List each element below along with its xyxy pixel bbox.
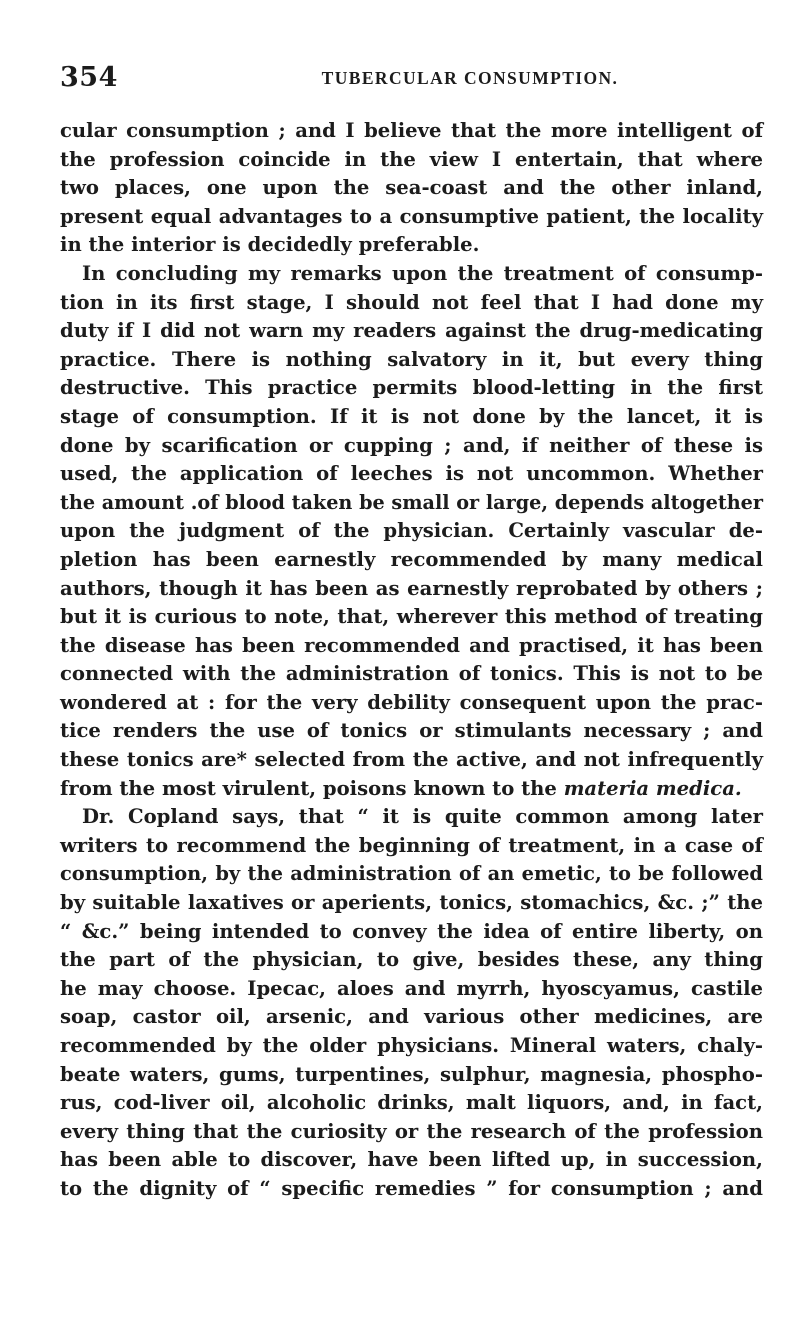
text-line: wondered at : for the very debility consequent upon the prac-: [60, 690, 763, 714]
page-header: [60, 62, 764, 102]
text-line: destructive. This practice permits blood-letting in the first: [60, 376, 763, 400]
text-line: practice. There is nothing salvatory in it, but every thing: [60, 347, 763, 371]
text-line: recommended by the older physicians. Mineral waters, chaly-: [60, 1034, 763, 1057]
text-line: duty if I did not warn my readers against the drug-medicating: [60, 319, 763, 343]
text-line: [60, 775, 763, 804]
running-title: TUBERCULAR CONSUMPTION.: [321, 68, 619, 88]
text-line: in the interior is decidedly preferable.: [60, 233, 480, 257]
text-line: has been able to discover, have been lifted up, in succession,: [60, 1148, 763, 1172]
text-line: used, the application of leeches is not uncommon. Whether: [60, 462, 763, 486]
text-line: Dr. Copland says, that “ it is quite common among later: [82, 805, 763, 829]
text-line-start: from the most virulent, poisons known to the: [60, 776, 557, 800]
text-line: upon the judgment of the physician. Certainly vascular de-: [60, 519, 763, 543]
text-line: present equal advantages to a consumptive patient, the locality: [60, 204, 763, 228]
text-line: two places, one upon the sea-coast and the other inland,: [60, 176, 763, 200]
text-line: these tonics are* selected from the active, and not infrequently: [60, 748, 763, 772]
text-line: soap, castor oil, arsenic, and various other medicines, are: [60, 1005, 763, 1029]
text-line: the part of the physician, to give, besides these, any thing: [60, 948, 763, 972]
text-line: cular consumption ; and I believe that the more intelligent of: [60, 119, 763, 142]
text-line: to the dignity of “ specific remedies ” for consumption ; and: [60, 1176, 763, 1200]
text-line: done by scarification or cupping ; and, if neither of these is: [60, 433, 763, 457]
text-line: pletion has been earnestly recommended by many medical: [60, 547, 763, 571]
text-line: every thing that the curiosity or the research of the profession: [60, 1119, 763, 1143]
text-line: “ &c.” being intended to convey the idea of entire liberty, on: [60, 919, 763, 943]
text-line: the disease has been recommended and practised, it has been: [60, 633, 763, 657]
page-number: 354: [60, 62, 118, 93]
text-line: by suitable laxatives or aperients, tonics, stomachics, &c. ;” the: [60, 891, 763, 915]
text-line: In concluding my remarks upon the treatment of consump-: [82, 261, 763, 285]
text-line: consumption, by the administration of an emetic, to be followed: [60, 862, 763, 886]
text-line: tice renders the use of tonics or stimulants necessary ; and: [60, 719, 763, 743]
text-line: stage of consumption. If it is not done by the lancet, it is: [60, 404, 763, 428]
text-line: he may choose. Ipecac, aloes and myrrh, hyoscyamus, castile: [60, 976, 763, 1000]
text-line: the amount .of blood taken be small or large, depends altogether: [60, 490, 763, 514]
text-line: tion in its first stage, I should not feel that I had done my: [60, 290, 763, 314]
text-line: but it is curious to note, that, wherever this method of treating: [60, 605, 763, 629]
text-line: connected with the administration of tonics. This is not to be: [60, 662, 763, 686]
text-line: rus, cod-liver oil, alcoholic drinks, malt liquors, and, in fact,: [60, 1091, 763, 1115]
body-text: [60, 117, 763, 1204]
text-line: the profession coincide in the view I entertain, that where: [60, 147, 763, 171]
text-line: authors, though it has been as earnestly reprobated by others ;: [60, 576, 763, 600]
text-line: beate waters, gums, turpentines, sulphur, magnesia, phospho-: [60, 1062, 763, 1086]
text-line: writers to recommend the beginning of treatment, in a case of: [60, 833, 763, 857]
italic-phrase: materia medica.: [563, 776, 742, 800]
